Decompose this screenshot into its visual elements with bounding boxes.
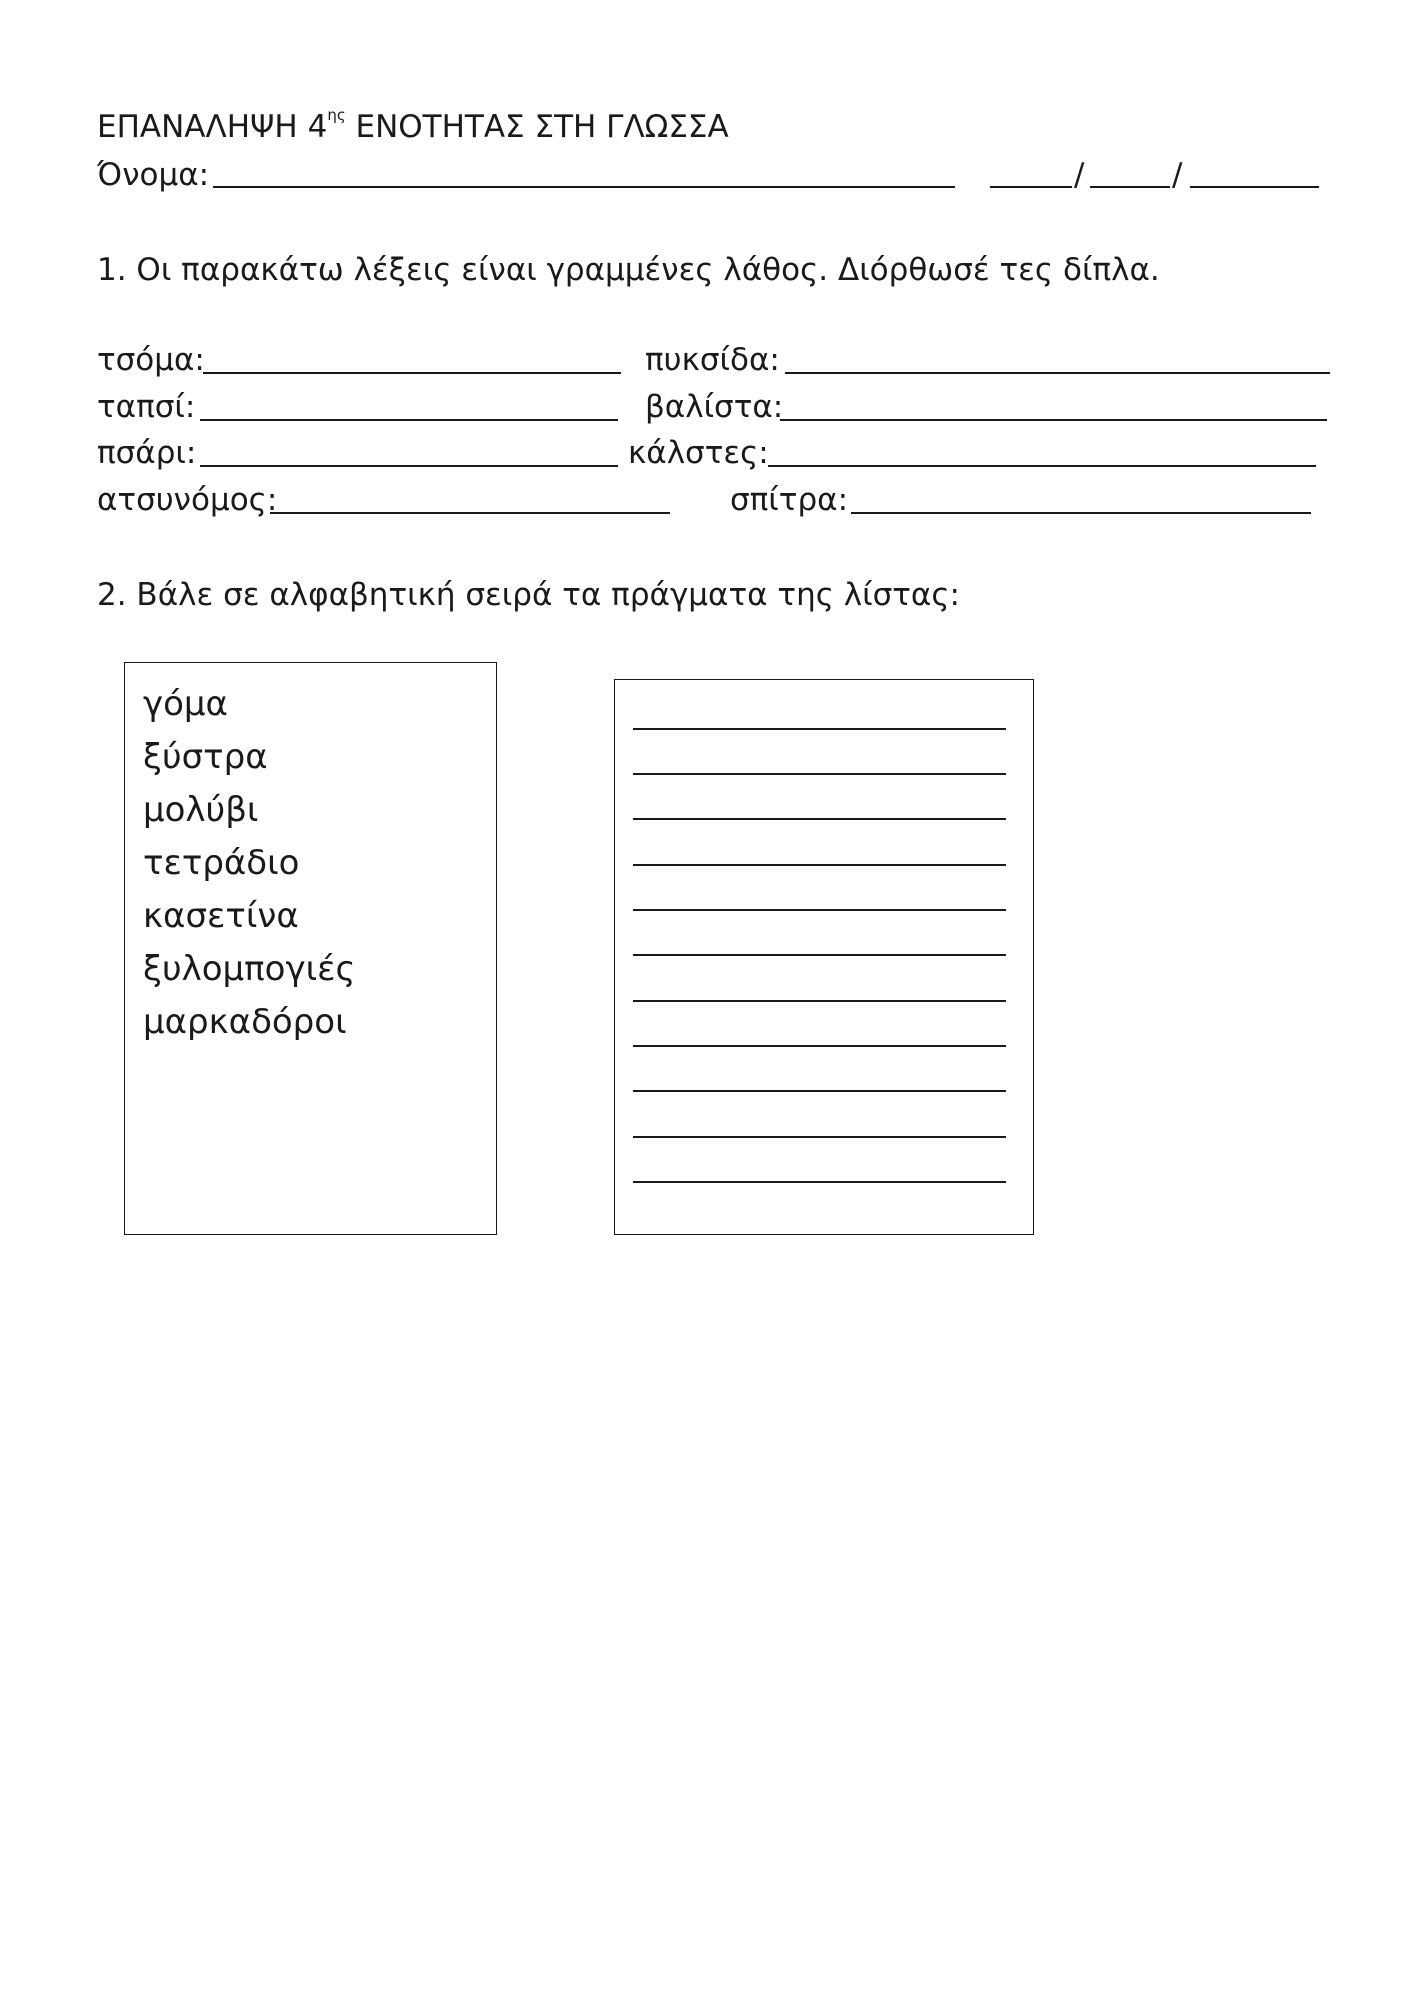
list-item: ξυλομπογιές — [143, 949, 356, 989]
misspelled-word: κάλστες: — [628, 435, 769, 471]
answer-line[interactable] — [633, 818, 1006, 820]
correction-field[interactable] — [200, 419, 618, 421]
list-item: κασετίνα — [143, 896, 299, 936]
correction-field[interactable] — [780, 419, 1327, 421]
correction-field[interactable] — [768, 465, 1316, 467]
list-item: ξύστρα — [143, 737, 268, 777]
name-field[interactable] — [213, 186, 955, 188]
list-item: μαρκαδόροι — [143, 1002, 347, 1042]
date-year-field[interactable] — [1190, 186, 1319, 188]
answer-line[interactable] — [633, 773, 1006, 775]
worksheet-title-rest: ΕΝΟΤΗΤΑΣ ΣΤΗ ΓΛΩΣΣΑ — [345, 109, 729, 145]
correction-field[interactable] — [200, 465, 618, 467]
answer-line[interactable] — [633, 728, 1006, 730]
misspelled-word: τσόμα: — [97, 342, 205, 378]
misspelled-word: ταπσί: — [97, 389, 196, 425]
correction-field[interactable] — [785, 372, 1330, 374]
answer-line[interactable] — [633, 1181, 1006, 1183]
exercise-1-instruction: 1. Οι παρακάτω λέξεις είναι γραμμένες λάθος. Διόρθωσέ τες δίπλα. — [97, 252, 1160, 288]
word-list-box — [124, 662, 497, 1235]
answer-line[interactable] — [633, 864, 1006, 866]
correction-field[interactable] — [203, 372, 621, 374]
correction-field[interactable] — [270, 512, 670, 514]
list-item: μολύβι — [143, 790, 259, 830]
misspelled-word: βαλίστα: — [645, 389, 784, 425]
name-label: Όνομα: — [97, 157, 210, 193]
misspelled-word: πυκσίδα: — [645, 342, 780, 378]
correction-field[interactable] — [851, 512, 1311, 514]
date-day-field[interactable] — [990, 186, 1072, 188]
worksheet-title-main: ΕΠΑΝΑΛΗΨΗ 4 — [97, 109, 328, 145]
list-item: τετράδιο — [143, 843, 300, 883]
exercise-2-instruction: 2. Βάλε σε αλφαβητική σειρά τα πράγματα της λίστας: — [97, 577, 960, 613]
answer-line[interactable] — [633, 1000, 1006, 1002]
answer-line[interactable] — [633, 1090, 1006, 1092]
misspelled-word: πσάρι: — [97, 435, 197, 471]
date-separator: / — [1074, 157, 1085, 193]
answer-line[interactable] — [633, 1045, 1006, 1047]
answer-line[interactable] — [633, 1136, 1006, 1138]
answer-line[interactable] — [633, 909, 1006, 911]
date-separator: / — [1172, 157, 1183, 193]
answer-box — [614, 679, 1034, 1235]
answer-line[interactable] — [633, 954, 1006, 956]
worksheet-title-superscript: ης — [327, 106, 346, 124]
worksheet-title — [97, 106, 729, 145]
misspelled-word: σπίτρα: — [730, 482, 849, 518]
date-month-field[interactable] — [1090, 186, 1170, 188]
misspelled-word: ατσυνόμος: — [97, 482, 278, 518]
list-item: γόμα — [143, 684, 228, 724]
